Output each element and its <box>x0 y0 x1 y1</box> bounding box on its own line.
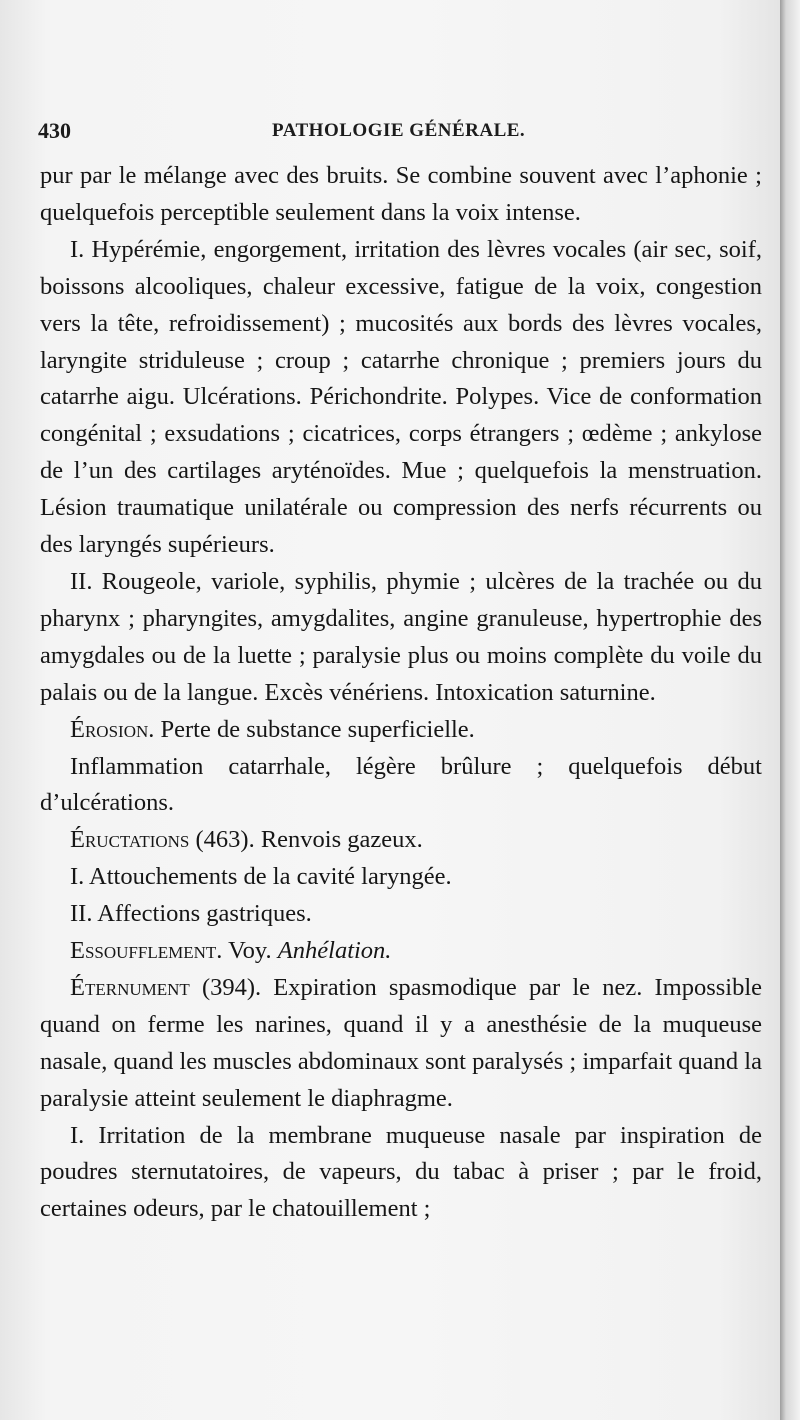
paragraph-eructations-i: I. Attouchements de la cavité laryngée. <box>70 863 452 891</box>
page-body <box>40 158 762 1228</box>
page-header <box>0 118 780 148</box>
entry-essoufflement <box>40 933 762 970</box>
paragraph-eternument-i: I. Irritation de la membrane muqueuse nasale par inspiration de poudres sternutatoires, de vapeurs, du tabac à priser ; par le froid, certaines odeurs, par le chatouillement ; <box>40 1121 762 1223</box>
entry-eructations <box>40 822 762 859</box>
entry-term-essoufflement: Essoufflement. <box>70 937 223 965</box>
running-title: PATHOLOGIE GÉNÉRALE. <box>272 120 526 141</box>
paragraph-erosion-causes: Inflammation catarrhale, légère brûlure ; quelquefois début d’ulcérations. <box>40 752 762 817</box>
page-edge-shadow <box>780 0 800 1420</box>
paragraph-continuation: pur par le mélange avec des bruits. Se combine souvent avec l’aphonie ; quelquefois perceptible seulement dans la voix intense. <box>40 162 762 226</box>
paragraph-eructations-ii: II. Affections gastriques. <box>70 900 312 928</box>
entry-see-essoufflement: Voy. <box>222 937 278 965</box>
entry-erosion <box>40 712 762 749</box>
entry-term-eternument: Éternument <box>70 973 190 1001</box>
cross-reference-anhelation: Anhélation. <box>277 937 392 965</box>
paragraph-causes-i: I. Hypérémie, engorgement, irritation des lèvres vocales (air sec, soif, boissons alcooliques, chaleur excessive, fatigue de la voix, congestion vers la tête, refroidissement) ; mucosités aux bords des lèvres vocales, laryngite striduleuse ; croup ; catarrhe chronique ; premiers jours du catarrhe aigu. Ulcérations. Périchondrite. Polypes. Vice de conformation congénital ; exsudations ; cicatrices, corps étrangers ; œdème ; ankylose de l’un des cartilages aryténoïdes. Mue ; quelquefois la menstruation. Lésion traumatique unilatérale ou compression des nerfs récurrents ou des laryngés supérieurs. <box>40 235 762 559</box>
entry-definition-eternument: (394). Expiration spasmodique par le nez. Impossible quand on ferme les narines, quand il y a anesthésie de la muqueuse nasale, quand les muscles abdominaux sont paralysés ; imparfait quand la paralysie atteint seulement le diaphragme. <box>40 973 762 1112</box>
entry-definition-erosion: Perte de substance superficielle. <box>154 715 475 743</box>
page-number: 430 <box>38 118 71 143</box>
entry-eternument <box>40 970 762 1118</box>
entry-term-erosion: Érosion. <box>70 715 155 743</box>
entry-term-eructations: Éructations <box>70 826 190 854</box>
paragraph-causes-ii: II. Rougeole, variole, syphilis, phymie ; ulcères de la trachée ou du pharynx ; pharyngites, amygdalites, angine granuleuse, hypertrophie des amygdales ou de la luette ; paralysie plus ou moins complète du voile du palais ou de la langue. Excès vénériens. Intoxication saturnine. <box>40 567 762 706</box>
entry-definition-eructations: (463). Renvois gazeux. <box>189 826 423 854</box>
